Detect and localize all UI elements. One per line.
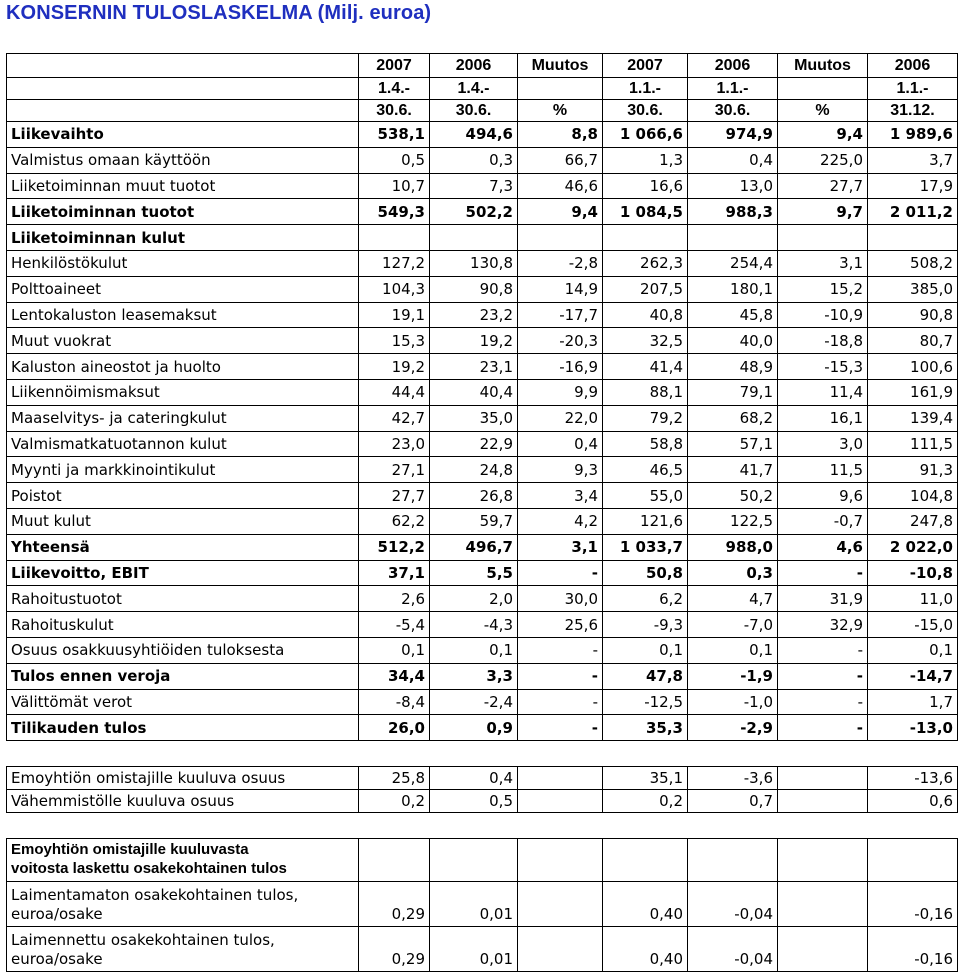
value-cell: -4,3 (430, 612, 518, 638)
value-cell: 502,2 (430, 199, 518, 225)
value-cell: 494,6 (430, 122, 518, 148)
value-cell: -10,9 (778, 302, 868, 328)
value-cell: 1 066,6 (603, 122, 688, 148)
value-cell: 0,1 (430, 637, 518, 663)
value-cell: 46,5 (603, 457, 688, 483)
value-cell (518, 927, 603, 972)
value-cell: 23,2 (430, 302, 518, 328)
value-cell (359, 225, 430, 251)
header-label-cell (7, 54, 359, 78)
value-cell: 121,6 (603, 508, 688, 534)
value-cell: - (778, 715, 868, 741)
value-cell: 41,7 (688, 457, 778, 483)
value-cell: 14,9 (518, 276, 603, 302)
value-cell: -9,3 (603, 612, 688, 638)
row-label: Liiketoiminnan kulut (7, 225, 359, 251)
value-cell: 35,3 (603, 715, 688, 741)
value-cell: 19,2 (359, 354, 430, 380)
row-label-line: euroa/osake (11, 905, 103, 923)
value-cell: 26,8 (430, 483, 518, 509)
eps-header-line: Emoyhtiön omistajille kuuluvasta (11, 841, 249, 858)
value-cell: -20,3 (518, 328, 603, 354)
value-cell: -1,9 (688, 663, 778, 689)
value-cell: 31,9 (778, 586, 868, 612)
value-cell (778, 882, 868, 927)
value-cell: 47,8 (603, 663, 688, 689)
table-row (7, 122, 958, 148)
header-cell: 30.6. (603, 100, 688, 122)
value-cell: -0,04 (688, 882, 778, 927)
header-row (7, 100, 958, 122)
value-cell: 11,4 (778, 379, 868, 405)
value-cell: 225,0 (778, 147, 868, 173)
value-cell: 4,6 (778, 534, 868, 560)
value-cell: 538,1 (359, 122, 430, 148)
empty-cell (603, 839, 688, 882)
value-cell: -1,0 (688, 689, 778, 715)
value-cell: 974,9 (688, 122, 778, 148)
row-label-line: euroa/osake (11, 950, 103, 968)
header-cell: 2007 (359, 54, 430, 78)
value-cell: -2,9 (688, 715, 778, 741)
row-label: Liikevoitto, EBIT (7, 560, 359, 586)
value-cell: 90,8 (868, 302, 958, 328)
value-cell: -10,8 (868, 560, 958, 586)
header-cell: 30.6. (688, 100, 778, 122)
value-cell: 0,5 (359, 147, 430, 173)
value-cell: 0,01 (430, 882, 518, 927)
value-cell (518, 767, 603, 790)
value-cell: 25,6 (518, 612, 603, 638)
row-label (7, 927, 359, 972)
value-cell: 2 022,0 (868, 534, 958, 560)
row-label: Tulos ennen veroja (7, 663, 359, 689)
value-cell: -13,0 (868, 715, 958, 741)
value-cell: 385,0 (868, 276, 958, 302)
value-cell: -2,8 (518, 250, 603, 276)
table-row (7, 431, 958, 457)
value-cell: 27,1 (359, 457, 430, 483)
table-row (7, 586, 958, 612)
row-label: Rahoituskulut (7, 612, 359, 638)
value-cell: 44,4 (359, 379, 430, 405)
row-label: Vähemmistölle kuuluva osuus (7, 790, 359, 813)
page-title: KONSERNIN TULOSLASKELMA (Milj. euroa) (6, 2, 432, 24)
table-row (7, 354, 958, 380)
empty-cell (430, 839, 518, 882)
value-cell: 0,6 (868, 790, 958, 813)
table-row (7, 147, 958, 173)
value-cell: 130,8 (430, 250, 518, 276)
value-cell: 40,8 (603, 302, 688, 328)
table-row (7, 689, 958, 715)
value-cell: -3,6 (688, 767, 778, 790)
value-cell: 16,6 (603, 173, 688, 199)
value-cell: 19,1 (359, 302, 430, 328)
value-cell: 32,5 (603, 328, 688, 354)
value-cell: 27,7 (359, 483, 430, 509)
value-cell: 496,7 (430, 534, 518, 560)
header-row (7, 54, 958, 78)
value-cell: 2 011,2 (868, 199, 958, 225)
table-row (7, 405, 958, 431)
table-row (7, 199, 958, 225)
header-cell: 1.1.- (868, 78, 958, 100)
value-cell: 22,9 (430, 431, 518, 457)
value-cell: -15,3 (778, 354, 868, 380)
empty-cell (518, 839, 603, 882)
empty-cell (868, 839, 958, 882)
value-cell: 9,4 (778, 122, 868, 148)
value-cell: 90,8 (430, 276, 518, 302)
value-cell: - (518, 637, 603, 663)
value-cell: 0,5 (430, 790, 518, 813)
value-cell: 0,40 (603, 927, 688, 972)
value-cell: 10,7 (359, 173, 430, 199)
header-cell: Muutos (778, 54, 868, 78)
value-cell: 2,6 (359, 586, 430, 612)
value-cell: 104,8 (868, 483, 958, 509)
value-cell: 66,7 (518, 147, 603, 173)
value-cell (778, 790, 868, 813)
value-cell: 40,0 (688, 328, 778, 354)
header-cell: 1.4.- (359, 78, 430, 100)
table-row (7, 508, 958, 534)
value-cell (518, 882, 603, 927)
value-cell: 79,2 (603, 405, 688, 431)
value-cell: 3,0 (778, 431, 868, 457)
row-label: Liiketoiminnan muut tuotot (7, 173, 359, 199)
value-cell: 24,8 (430, 457, 518, 483)
table-row (7, 250, 958, 276)
value-cell: 161,9 (868, 379, 958, 405)
value-cell: -0,16 (868, 882, 958, 927)
row-label: Muut kulut (7, 508, 359, 534)
table-row (7, 663, 958, 689)
header-cell: 2006 (430, 54, 518, 78)
value-cell: 5,5 (430, 560, 518, 586)
value-cell: 3,1 (778, 250, 868, 276)
value-cell: 3,4 (518, 483, 603, 509)
value-cell: 1,3 (603, 147, 688, 173)
row-label: Polttoaineet (7, 276, 359, 302)
header-cell: 2007 (603, 54, 688, 78)
value-cell: - (778, 689, 868, 715)
table-row (7, 612, 958, 638)
value-cell: 8,8 (518, 122, 603, 148)
value-cell: 9,9 (518, 379, 603, 405)
value-cell: 988,3 (688, 199, 778, 225)
value-cell: 139,4 (868, 405, 958, 431)
value-cell: 988,0 (688, 534, 778, 560)
value-cell: -17,7 (518, 302, 603, 328)
value-cell (430, 225, 518, 251)
row-label: Yhteensä (7, 534, 359, 560)
value-cell: 508,2 (868, 250, 958, 276)
row-label: Emoyhtiön omistajille kuuluva osuus (7, 767, 359, 790)
value-cell: 0,2 (359, 790, 430, 813)
row-label: Myynti ja markkinointikulut (7, 457, 359, 483)
header-cell (518, 78, 603, 100)
table-row (7, 534, 958, 560)
eps-header-line: voitosta laskettu osakekohtainen tulos (11, 860, 287, 877)
value-cell: 0,3 (430, 147, 518, 173)
value-cell: -16,9 (518, 354, 603, 380)
value-cell: 26,0 (359, 715, 430, 741)
value-cell: 3,1 (518, 534, 603, 560)
value-cell: 122,5 (688, 508, 778, 534)
value-cell: -0,04 (688, 927, 778, 972)
value-cell: 80,7 (868, 328, 958, 354)
value-cell: 32,9 (778, 612, 868, 638)
value-cell: 262,3 (603, 250, 688, 276)
header-cell: 2006 (688, 54, 778, 78)
value-cell: 58,8 (603, 431, 688, 457)
value-cell: 104,3 (359, 276, 430, 302)
row-label: Osuus osakkuusyhtiöiden tuloksesta (7, 637, 359, 663)
value-cell: -0,7 (778, 508, 868, 534)
value-cell: 19,2 (430, 328, 518, 354)
value-cell: 0,1 (603, 637, 688, 663)
header-cell (778, 78, 868, 100)
value-cell: 9,4 (518, 199, 603, 225)
value-cell (778, 225, 868, 251)
empty-cell (688, 839, 778, 882)
value-cell: -8,4 (359, 689, 430, 715)
empty-cell (359, 839, 430, 882)
row-label: Lentokaluston leasemaksut (7, 302, 359, 328)
header-cell: 1.1.- (688, 78, 778, 100)
header-label-cell (7, 78, 359, 100)
value-cell: 512,2 (359, 534, 430, 560)
value-cell: 0,9 (430, 715, 518, 741)
value-cell: 111,5 (868, 431, 958, 457)
value-cell (603, 225, 688, 251)
row-label: Poistot (7, 483, 359, 509)
row-label: Henkilöstökulut (7, 250, 359, 276)
value-cell: 13,0 (688, 173, 778, 199)
table-row (7, 882, 958, 927)
table-row (7, 457, 958, 483)
row-label-line: Laimennettu osakekohtainen tulos, (11, 931, 275, 949)
header-cell: 1.1.- (603, 78, 688, 100)
value-cell: 0,1 (868, 637, 958, 663)
value-cell: 57,1 (688, 431, 778, 457)
value-cell: -18,8 (778, 328, 868, 354)
value-cell: - (518, 689, 603, 715)
value-cell: 127,2 (359, 250, 430, 276)
table-row (7, 328, 958, 354)
value-cell: 46,6 (518, 173, 603, 199)
table-row (7, 225, 958, 251)
value-cell: 0,40 (603, 882, 688, 927)
value-cell: 88,1 (603, 379, 688, 405)
value-cell: 41,4 (603, 354, 688, 380)
table-row (7, 767, 958, 790)
value-cell: 3,7 (868, 147, 958, 173)
value-cell (868, 225, 958, 251)
table-row (7, 173, 958, 199)
row-label: Tilikauden tulos (7, 715, 359, 741)
value-cell: 17,9 (868, 173, 958, 199)
header-label-cell (7, 100, 359, 122)
value-cell: 3,3 (430, 663, 518, 689)
value-cell: -0,16 (868, 927, 958, 972)
value-cell: -13,6 (868, 767, 958, 790)
eps-header-label (7, 839, 359, 882)
value-cell: - (518, 715, 603, 741)
value-cell: -15,0 (868, 612, 958, 638)
value-cell: 91,3 (868, 457, 958, 483)
value-cell: 9,3 (518, 457, 603, 483)
row-label: Liikennöimismaksut (7, 379, 359, 405)
value-cell (778, 767, 868, 790)
value-cell: 15,3 (359, 328, 430, 354)
value-cell: 1 033,7 (603, 534, 688, 560)
table-row (7, 302, 958, 328)
value-cell: -5,4 (359, 612, 430, 638)
value-cell: 50,8 (603, 560, 688, 586)
table-row (7, 379, 958, 405)
value-cell: 0,1 (688, 637, 778, 663)
value-cell: 9,6 (778, 483, 868, 509)
header-cell: Muutos (518, 54, 603, 78)
value-cell: 25,8 (359, 767, 430, 790)
value-cell: 0,29 (359, 882, 430, 927)
value-cell: - (518, 663, 603, 689)
value-cell: 549,3 (359, 199, 430, 225)
value-cell: 0,3 (688, 560, 778, 586)
value-cell (518, 790, 603, 813)
value-cell: 1 989,6 (868, 122, 958, 148)
table-row (7, 790, 958, 813)
value-cell (518, 225, 603, 251)
value-cell: 50,2 (688, 483, 778, 509)
value-cell: 23,0 (359, 431, 430, 457)
value-cell: 35,0 (430, 405, 518, 431)
value-cell: 42,7 (359, 405, 430, 431)
row-label: Muut vuokrat (7, 328, 359, 354)
value-cell: 4,7 (688, 586, 778, 612)
value-cell: 79,1 (688, 379, 778, 405)
value-cell: 30,0 (518, 586, 603, 612)
value-cell: 100,6 (868, 354, 958, 380)
value-cell: 40,4 (430, 379, 518, 405)
value-cell: 0,4 (518, 431, 603, 457)
value-cell: 9,7 (778, 199, 868, 225)
header-cell: 30.6. (359, 100, 430, 122)
row-label (7, 882, 359, 927)
header-cell: 1.4.- (430, 78, 518, 100)
value-cell: 11,0 (868, 586, 958, 612)
table-row (7, 927, 958, 972)
value-cell: - (518, 560, 603, 586)
header-cell: 2006 (868, 54, 958, 78)
table-row (7, 560, 958, 586)
value-cell: -12,5 (603, 689, 688, 715)
value-cell: 11,5 (778, 457, 868, 483)
value-cell: 6,2 (603, 586, 688, 612)
header-cell: % (518, 100, 603, 122)
value-cell: 34,4 (359, 663, 430, 689)
value-cell: 23,1 (430, 354, 518, 380)
eps-header-row (7, 839, 958, 882)
row-label: Rahoitustuotot (7, 586, 359, 612)
value-cell: 0,2 (603, 790, 688, 813)
header-cell: 30.6. (430, 100, 518, 122)
value-cell: -2,4 (430, 689, 518, 715)
table-row (7, 483, 958, 509)
value-cell: 22,0 (518, 405, 603, 431)
value-cell: 59,7 (430, 508, 518, 534)
eps-table (6, 838, 958, 972)
value-cell: -14,7 (868, 663, 958, 689)
header-cell: % (778, 100, 868, 122)
value-cell: 180,1 (688, 276, 778, 302)
value-cell: 15,2 (778, 276, 868, 302)
value-cell: 0,4 (430, 767, 518, 790)
income-statement-table (6, 53, 958, 741)
header-cell: 31.12. (868, 100, 958, 122)
value-cell: 45,8 (688, 302, 778, 328)
value-cell: - (778, 637, 868, 663)
value-cell: 0,1 (359, 637, 430, 663)
value-cell: 62,2 (359, 508, 430, 534)
value-cell: 4,2 (518, 508, 603, 534)
value-cell: 55,0 (603, 483, 688, 509)
value-cell: 37,1 (359, 560, 430, 586)
row-label-line: Laimentamaton osakekohtainen tulos, (11, 886, 299, 904)
owners-table (6, 766, 958, 813)
table-row (7, 637, 958, 663)
value-cell: 0,4 (688, 147, 778, 173)
table-row (7, 715, 958, 741)
row-label: Valmistus omaan käyttöön (7, 147, 359, 173)
value-cell: 16,1 (778, 405, 868, 431)
value-cell: 0,29 (359, 927, 430, 972)
row-label: Liikevaihto (7, 122, 359, 148)
value-cell: 0,01 (430, 927, 518, 972)
value-cell: 0,7 (688, 790, 778, 813)
value-cell: - (778, 560, 868, 586)
empty-cell (778, 839, 868, 882)
value-cell: 68,2 (688, 405, 778, 431)
value-cell: 2,0 (430, 586, 518, 612)
value-cell: 254,4 (688, 250, 778, 276)
table-row (7, 276, 958, 302)
value-cell (688, 225, 778, 251)
value-cell: 1,7 (868, 689, 958, 715)
row-label: Kaluston aineostot ja huolto (7, 354, 359, 380)
row-label: Liiketoiminnan tuotot (7, 199, 359, 225)
value-cell (778, 927, 868, 972)
value-cell: 207,5 (603, 276, 688, 302)
value-cell: 247,8 (868, 508, 958, 534)
value-cell: 48,9 (688, 354, 778, 380)
row-label: Valmismatkatuotannon kulut (7, 431, 359, 457)
value-cell: -7,0 (688, 612, 778, 638)
row-label: Välittömät verot (7, 689, 359, 715)
value-cell: 1 084,5 (603, 199, 688, 225)
value-cell: 7,3 (430, 173, 518, 199)
value-cell: - (778, 663, 868, 689)
header-row (7, 78, 958, 100)
value-cell: 35,1 (603, 767, 688, 790)
value-cell: 27,7 (778, 173, 868, 199)
row-label: Maaselvitys- ja cateringkulut (7, 405, 359, 431)
